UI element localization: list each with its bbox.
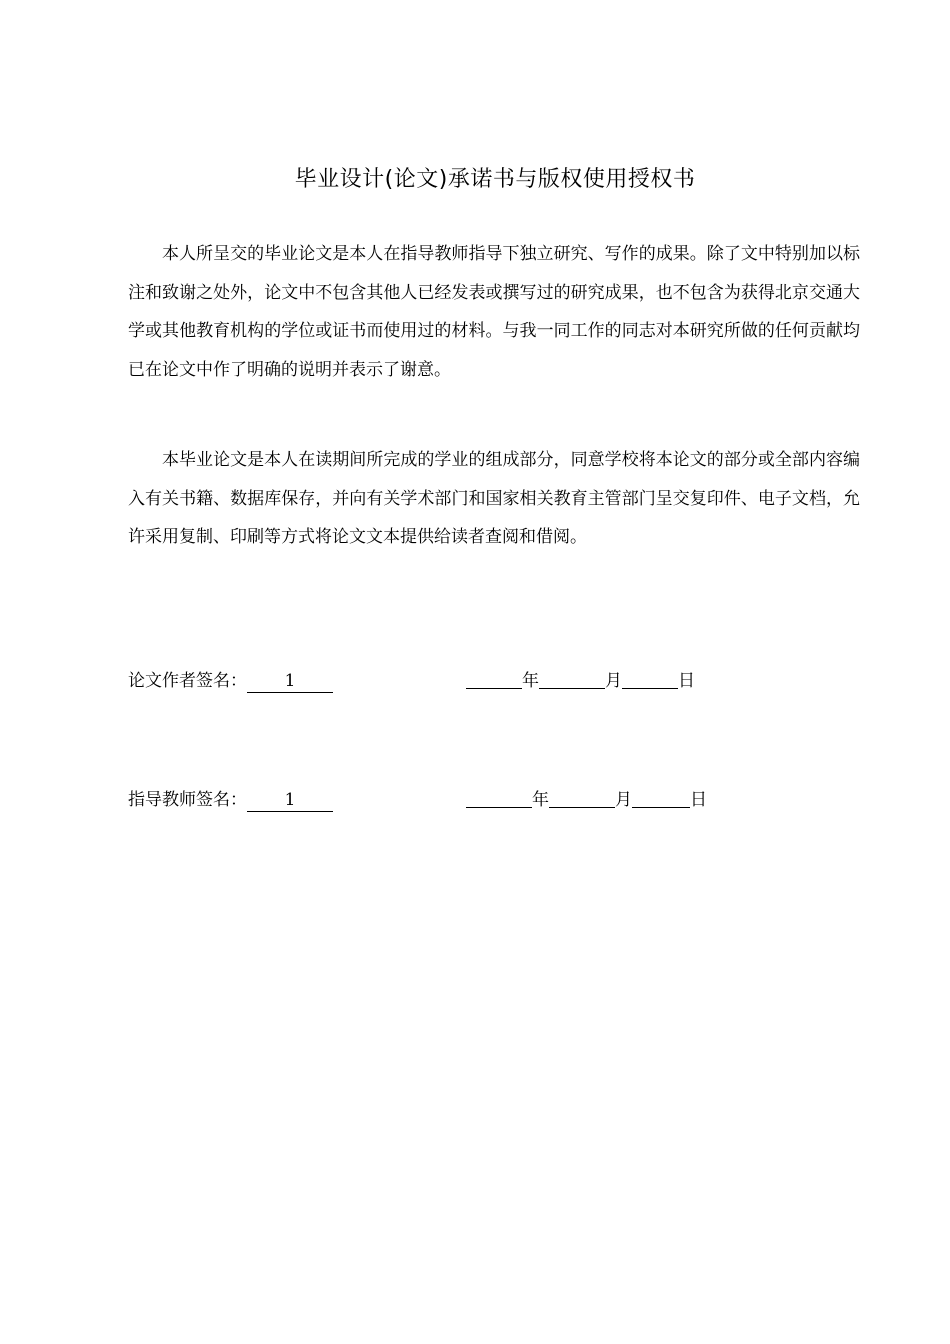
author-year-field[interactable] <box>466 669 522 686</box>
commitment-paragraph: 本人所呈交的毕业论文是本人在指导教师指导下独立研究、写作的成果。除了文中特别加以标注和致谢之处外，论文中不包含其他人已经发表或撰写过的研究成果，也不包含为获得北京交通大学或其他教育机构的学位或证书而使用过的材料。与我一同工作的同志对本研究所做的任何贡献均已在论文中作了明确的说明并表示了谢意。 <box>128 244 860 380</box>
author-year-label: 年 <box>522 671 539 691</box>
author-month-label: 月 <box>605 671 622 691</box>
advisor-month-field[interactable] <box>549 788 615 805</box>
advisor-day-field[interactable] <box>632 788 690 805</box>
advisor-date-row <box>466 785 707 810</box>
advisor-year-label: 年 <box>532 790 549 810</box>
author-month-field[interactable] <box>539 669 605 686</box>
advisor-signature-row <box>128 785 333 810</box>
author-day-label: 日 <box>678 671 695 691</box>
author-signature-label: 论文作者签名： <box>128 671 247 691</box>
advisor-year-field[interactable] <box>466 788 532 805</box>
author-signature-row <box>128 666 333 691</box>
advisor-month-label: 月 <box>615 790 632 810</box>
author-date-row <box>466 666 695 691</box>
authorization-paragraph: 本毕业论文是本人在读期间所完成的学业的组成部分，同意学校将本论文的部分或全部内容编入有关书籍、数据库保存，并向有关学术部门和国家相关教育主管部门呈交复印件、电子文档，允许采用复制、印刷等方式将论文文本提供给读者查阅和借阅。 <box>128 450 860 547</box>
author-signature-field[interactable]: 1 <box>247 671 333 691</box>
author-day-field[interactable] <box>622 669 678 686</box>
advisor-day-label: 日 <box>690 790 707 810</box>
document-title: 毕业设计(论文)承诺书与版权使用授权书 <box>294 167 696 192</box>
advisor-signature-field[interactable]: 1 <box>247 790 333 810</box>
advisor-signature-label: 指导教师签名： <box>128 790 247 810</box>
